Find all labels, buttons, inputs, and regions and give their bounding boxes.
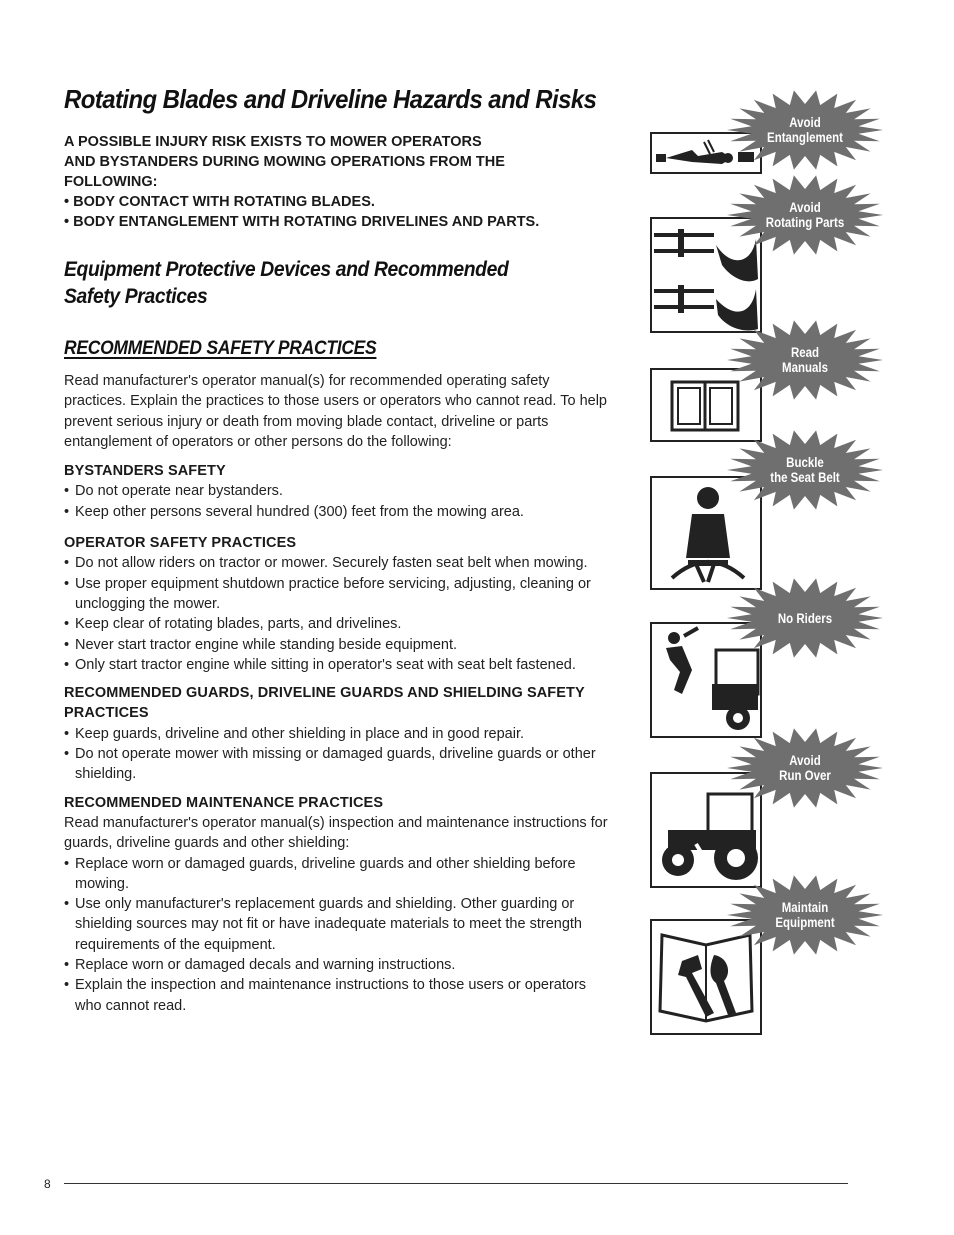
practices-heading: RECOMMENDED SAFETY PRACTICES [64, 338, 377, 359]
list-item: • Use only manufacturer's replacement guards and shielding. Other guarding or shielding sources may not fit or have inadequate materials to meet the strength requirements of the equipment. [64, 894, 609, 955]
page-number: 8 [44, 1177, 51, 1191]
intro-line: A POSSIBLE INJURY RISK EXISTS TO MOWER OPERATORS [64, 134, 482, 150]
sign-label-line: Run Over [779, 768, 831, 783]
list-item: • Keep guards, driveline and other shielding in place and in good repair. [64, 724, 609, 744]
bullet-list [64, 724, 609, 785]
list-item: • Replace worn or damaged guards, driveline guards and other shielding before mowing. [64, 854, 609, 895]
sign-avoid-rotating-parts [640, 175, 885, 335]
hazard-intro [64, 132, 604, 232]
section-title-line: Equipment Protective Devices and Recommended [64, 258, 509, 281]
list-item: • Only start tractor engine while sitting in operator's seat with seat belt fastened. [64, 655, 609, 675]
sign-label-line: Maintain [781, 900, 829, 915]
sign-label-line: Rotating Parts [765, 215, 845, 230]
intro-line: AND BYSTANDERS DURING MOWING OPERATIONS FROM THE [64, 154, 505, 170]
footer-rule [64, 1183, 848, 1184]
bullet-list [64, 553, 609, 675]
section-heading: RECOMMENDED GUARDS, DRIVELINE GUARDS AND SHIELDING SAFETY PRACTICES [64, 685, 585, 722]
list-item: • Replace worn or damaged decals and warning instructions. [64, 955, 609, 975]
sign-label-line: No Riders [777, 610, 833, 626]
list-item: • Do not operate near bystanders. [64, 481, 609, 501]
sign-label-line: Read [790, 345, 820, 360]
sign-label [737, 320, 873, 400]
intro-line: • BODY CONTACT WITH ROTATING BLADES. [64, 194, 375, 210]
sign-label [737, 728, 873, 808]
sign-label-line: Avoid [789, 753, 821, 768]
page-title: Rotating Blades and Driveline Hazards and Risks [64, 84, 597, 114]
sign-buckle-seat-belt [640, 430, 885, 590]
sign-label-line: Equipment [775, 915, 835, 930]
section-heading: RECOMMENDED MAINTENANCE PRACTICES [64, 794, 384, 811]
section-heading: OPERATOR SAFETY PRACTICES [64, 535, 297, 552]
section-heading: BYSTANDERS SAFETY [64, 463, 226, 480]
list-item: • Do not operate mower with missing or damaged guards, driveline guards or other shielding. [64, 744, 609, 785]
sign-label [737, 175, 873, 255]
section-title-line: Safety Practices [64, 285, 208, 308]
sign-label-line: Avoid [789, 200, 821, 215]
list-item: • Keep other persons several hundred (300) feet from the mowing area. [64, 502, 609, 522]
intro-paragraph: Read manufacturer's operator manual(s) for recommended operating safety practices. Explain the practices to those users or operators who cannot read. To help prevent serious injury or death from moving blade contact, driveline or parts entanglement of operators or other persons do the following: [64, 373, 607, 450]
intro-line: • BODY ENTANGLEMENT WITH ROTATING DRIVELINES AND PARTS. [64, 214, 540, 230]
list-item: • Use proper equipment shutdown practice before servicing, adjusting, cleaning or unclogging the mower. [64, 574, 609, 615]
sign-label-line: Avoid [789, 115, 821, 130]
list-item: • Never start tractor engine while standing beside equipment. [64, 635, 609, 655]
sign-label [737, 875, 873, 955]
section-title [64, 256, 508, 310]
sign-label [737, 578, 873, 658]
sign-label-line: the Seat Belt [770, 470, 840, 485]
sign-label-line: Manuals [782, 360, 828, 375]
list-item: • Do not allow riders on tractor or mower. Securely fasten seat belt when mowing. [64, 553, 609, 573]
section-text: Read manufacturer's operator manual(s) inspection and maintenance instructions for guards, driveline guards and other shielding: [64, 814, 608, 852]
sign-label-line: Entanglement [767, 130, 843, 145]
list-item: • Explain the inspection and maintenance instructions to those users or operators who cannot read. [64, 975, 609, 1016]
sign-read-manuals [640, 320, 885, 445]
sign-no-riders [640, 578, 885, 738]
sign-label-line: Buckle [786, 455, 824, 470]
sign-label [737, 430, 873, 510]
sign-label [737, 90, 873, 170]
bullet-list [64, 854, 609, 1016]
sign-maintain-equipment [640, 875, 885, 1035]
bullet-list [64, 481, 609, 522]
practices-body [64, 371, 609, 1016]
intro-line: FOLLOWING: [64, 174, 158, 190]
list-item: • Keep clear of rotating blades, parts, and drivelines. [64, 614, 609, 634]
sign-avoid-run-over [640, 728, 885, 888]
